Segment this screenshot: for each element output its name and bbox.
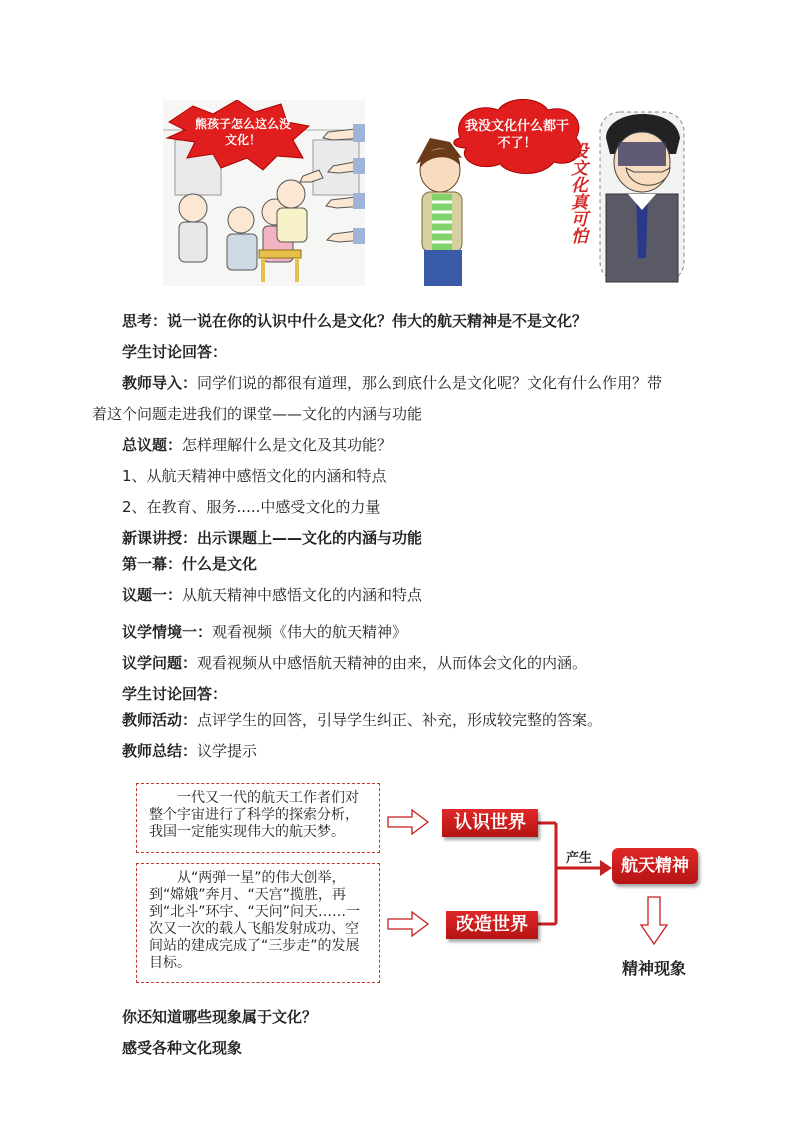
intro-line: 教师导入：同学们说的都很有道理，那么到底什么是文化呢？文化有什么作用？带 (122, 374, 663, 392)
arrow-right-icon (388, 810, 428, 834)
item-1: 1、从航天精神中感悟文化的内涵和特点 (122, 467, 387, 485)
produce-label: 产生 (566, 851, 593, 866)
right-vertical-text: 没文化真可怕 (567, 142, 587, 244)
space-spirit-label: 航天精神 (612, 848, 698, 884)
think-line: 思考：说一说在你的认识中什么是文化？伟大的航天精神是不是文化？ (122, 312, 588, 330)
right-bubble-text: 我没文化什么都干不了！ (464, 119, 569, 151)
new-lesson-line: 新课讲授：出示课题上——文化的内涵与功能 (122, 529, 423, 547)
item-2: 2、在教育、服务.....中感受文化的力量 (122, 498, 381, 516)
know-world-label: 认识世界 (442, 809, 538, 837)
arrow-right-icon (388, 912, 428, 936)
topic1-line: 议题一：从航天精神中感悟文化的内涵和特点 (122, 586, 423, 604)
intro-continuation: 着这个问题走进我们的课堂——文化的内涵与功能 (92, 405, 423, 423)
exploration-box: 一代又一代的航天工作者们对整个宇宙进行了科学的探索分析，我国一定能实现伟大的航天梦。 (136, 783, 380, 853)
arrow-head-icon (600, 860, 612, 876)
summary-line: 教师总结：议学提示 (122, 742, 258, 760)
spiritual-phenomenon-label: 精神现象 (622, 959, 687, 978)
feel-line: 感受各种文化现象 (122, 1039, 243, 1057)
arrow-down-icon (641, 897, 667, 944)
change-world-label: 改造世界 (446, 911, 538, 939)
activity-line: 教师活动：点评学生的回答，引导学生纠正、补充，形成较完整的答案。 (122, 711, 603, 729)
discuss-line-2: 学生讨论回答： (122, 685, 228, 703)
bracket-connector (530, 823, 600, 924)
left-bubble-text: 熊孩子怎么这么没文化！ (194, 117, 291, 147)
cartoon-right-image (400, 98, 700, 288)
cartoon-left-image (163, 100, 365, 286)
achievement-box: 从“两弹一星”的伟大创举，到“嫦娥”奔月、“天宫”揽胜，再到“北斗”环宇、“天问”问天……一次又一次的载人飞船发射成功、空间站的建成完成了“三步走”的发展目标。 (136, 863, 380, 983)
topic-line: 总议题：怎样理解什么是文化及其功能？ (122, 436, 393, 454)
scene-line: 议学情境一：观看视频《伟大的航天精神》 (122, 623, 408, 641)
chapter-line: 第一幕：什么是文化 (122, 555, 258, 573)
question-line: 议学问题：观看视频从中感悟航天精神的由来，从而体会文化的内涵。 (122, 654, 588, 672)
know-more-line: 你还知道哪些现象属于文化？ (122, 1008, 318, 1026)
discuss-line-1: 学生讨论回答： (122, 343, 228, 361)
